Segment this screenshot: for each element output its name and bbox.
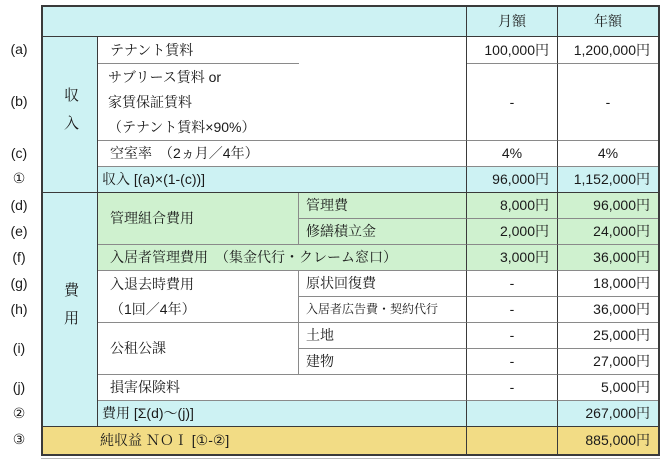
gutter-label-h: (h) [10,301,28,317]
row-c-annual-value: 4% [558,141,658,167]
row-b-annual-value: - [558,64,658,141]
row-a-monthly-value: 100,000円 [467,37,558,64]
gutter-label-g: (g) [10,275,28,291]
row-h-label: 入居者広告費・契約代行 [299,297,467,323]
section-income [43,37,98,193]
row-sub2-annual-value: 267,000円 [558,401,658,427]
gutter-label-d: (d) [10,197,28,213]
gutter-label-a: (a) [10,41,28,57]
row-g-annual-value: 18,000円 [558,271,658,297]
section-income-label: 収入 [62,86,79,143]
row-i-group-label: 公租公課 [98,323,299,375]
row-d-label: 管理費 [299,193,467,219]
row-a-annual-value: 1,200,000円 [558,37,658,64]
row-i-land-monthly-value: - [467,323,558,349]
row-i-building-annual-value: 27,000円 [558,349,658,375]
row-noi-label: 純収益 ＮＯＩ [①-②] [43,427,467,454]
row-sub1-annual-value: 1,152,000円 [558,167,658,193]
gutter-label-noi: ③ [12,431,26,447]
row-f-monthly-value: 3,000円 [467,245,558,271]
row-f-label: 入居者管理費用 （集金代行・クレーム窓口） [98,245,467,271]
row-c-label: 空室率 （2ヵ月／4年） [98,141,467,167]
row-c-monthly-value: 4% [467,141,558,167]
row-d-monthly-value: 8,000円 [467,193,558,219]
section-expense [43,193,98,427]
row-noi-annual-value: 885,000円 [558,427,658,454]
row-h-annual-value: 36,000円 [558,297,658,323]
row-gh-group-line1: 入退去時費用 [110,275,194,292]
row-i-building-monthly-value: - [467,349,558,375]
row-gh-group-line2: （1回／4年） [110,300,196,317]
section-expense-label: 費用 [62,281,79,338]
row-g-label: 原状回復費 [299,271,467,297]
row-d-annual-value: 96,000円 [558,193,658,219]
row-sub1-label: 収入 [(a)×(1-(c))] [98,167,467,193]
row-i-land-label: 土地 [299,323,467,349]
gutter-label-j: (j) [12,379,26,395]
row-g-monthly-value: - [467,271,558,297]
row-e-monthly-value: 2,000円 [467,219,558,245]
row-j-label: 損害保険料 [98,375,467,401]
gutter-label-f: (f) [12,249,26,265]
row-a-label-gap [299,37,467,64]
row-a-label: テナント賃料 [98,37,299,64]
row-b-label-line2: 家賃保証賃料 [108,93,192,110]
header-cell-monthly: 月額 [467,7,558,37]
gutter-label-i: (i) [12,340,26,356]
row-b-label [98,64,467,141]
row-i-land-annual-value: 25,000円 [558,323,658,349]
row-sub2-label: 費用 [Σ(d)～(j)] [98,401,467,427]
row-e-label: 修繕積立金 [299,219,467,245]
header-cell-annual: 年額 [558,7,658,37]
row-f-annual-value: 36,000円 [558,245,658,271]
gutter-label-c: (c) [10,145,28,161]
row-gh-group-label [98,271,299,323]
row-b-monthly-value: - [467,64,558,141]
gutter-label-sub2: ② [12,405,26,421]
row-j-annual-value: 5,000円 [558,375,658,401]
row-sub1-monthly-value: 96,000円 [467,167,558,193]
row-e-annual-value: 24,000円 [558,219,658,245]
row-noi-monthly-value [467,427,558,454]
row-de-group-label: 管理組合費用 [98,193,299,245]
gutter-label-sub1: ① [12,170,26,186]
row-i-building-label: 建物 [299,349,467,375]
row-b-label-line1: サブリース賃料 or [108,68,222,85]
gutter-label-e: (e) [10,223,28,239]
gutter-label-b: (b) [10,93,28,109]
header-cell-blank [43,7,467,37]
table-bottom-shadow-line [41,458,660,459]
row-h-monthly-value: - [467,297,558,323]
row-j-monthly-value: - [467,375,558,401]
row-b-label-line3: （テナント賃料×90%） [108,118,256,135]
row-sub2-monthly-value [467,401,558,427]
noi-calculation-table [41,5,660,456]
